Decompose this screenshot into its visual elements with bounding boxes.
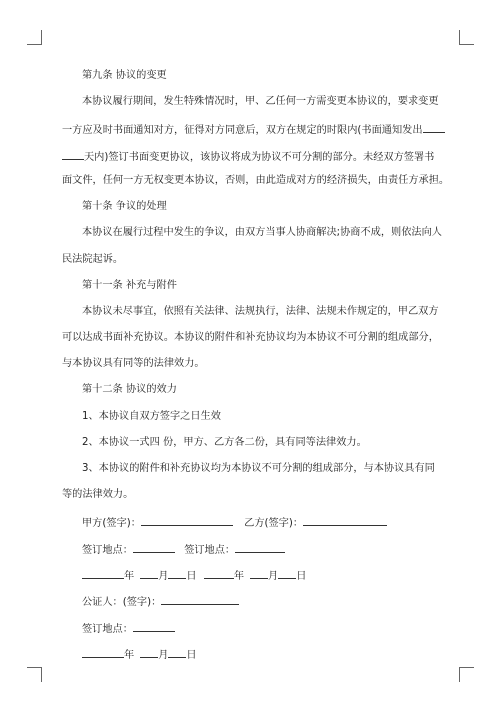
party-b-label: 乙方(签字)： <box>244 518 304 529</box>
signing-place-blank <box>235 541 285 553</box>
party-b-signature-blank <box>303 514 387 526</box>
month-label: 月 <box>158 571 169 582</box>
article-11-text: 本协议未尽事宜，依照有关法律、法规执行，法律、法规未作规定的，甲乙双方 <box>82 306 439 317</box>
signing-place-label: 签订地点： <box>82 545 133 556</box>
day-label: 日 <box>186 571 197 582</box>
notary-place-row <box>82 620 472 637</box>
signing-place-label: 签订地点： <box>82 624 133 635</box>
day-blank <box>168 567 186 579</box>
signing-place-blank <box>133 541 175 553</box>
day-label: 日 <box>186 650 197 661</box>
month-label: 月 <box>158 650 169 661</box>
notary-date-row <box>82 646 472 663</box>
article-10-heading: 第十条 争议的处理 <box>82 201 167 212</box>
article-10-text: 本协议在履行过程中发生的争议，由双方当事人协商解决;协商不成，则依法向人 <box>82 227 442 238</box>
notary-label: 公证人：(签字)： <box>82 597 162 608</box>
article-12-item-3: 3、本协议的附件和补充协议均为本协议不可分割的组成部分，与本协议具有同 <box>82 463 435 474</box>
signing-place-row <box>82 541 472 558</box>
year-blank <box>204 567 234 579</box>
day-blank <box>168 646 186 658</box>
corner-mark-bottom-left <box>27 667 42 682</box>
signing-place-label: 签订地点： <box>184 545 236 556</box>
article-11-text: 可以达成书面补充协议。本协议的附件和补充协议均为本协议不可分割的组成部分， <box>62 332 439 343</box>
notary-signature-blank <box>161 593 239 605</box>
signature-parties-row <box>82 514 472 531</box>
month-blank <box>250 567 268 579</box>
article-12-item-1: 1、本协议自双方签字之日生效 <box>82 411 221 422</box>
day-label: 日 <box>296 571 307 582</box>
blank-underline <box>423 121 445 133</box>
corner-mark-top-left <box>27 30 42 45</box>
corner-mark-top-right <box>459 30 474 45</box>
year-label: 年 <box>124 650 135 661</box>
article-9-text: 面文件，任何一方无权变更本协议，否则，由此造成对方的经济损失，由责任方承担。 <box>62 175 450 186</box>
article-9-text: 天内)签订书面变更协议，该协议将成为协议不可分割的部分。未经双方签署书 <box>62 148 452 165</box>
article-11-text: 与本协议具有同等的法律效力。 <box>62 358 205 369</box>
article-9-heading: 第九条 协议的变更 <box>82 70 167 81</box>
notary-row <box>82 593 472 610</box>
blank-underline <box>62 148 84 160</box>
signing-date-row <box>82 567 472 584</box>
year-blank <box>82 567 124 579</box>
party-a-label: 甲方(签字)： <box>82 518 141 529</box>
day-blank <box>278 567 296 579</box>
signing-place-blank <box>133 620 175 632</box>
month-blank <box>140 567 158 579</box>
year-label: 年 <box>124 571 135 582</box>
year-label: 年 <box>233 571 244 582</box>
article-12-item-2: 2、本协议一式四 份，甲方、乙方各二份，具有同等法律效力。 <box>82 437 367 448</box>
year-blank <box>82 646 124 658</box>
article-11-heading: 第十一条 补充与附件 <box>82 280 177 291</box>
article-9-text: 本协议履行期间，发生特殊情况时，甲、乙任何一方需变更本协议的，要求变更 <box>82 96 439 107</box>
party-a-signature-blank <box>141 514 233 526</box>
article-9-text: 一方应及时书面通知对方，征得对方同意后，双方在规定的时限内(书面通知发出 <box>62 121 452 138</box>
article-12-item-3: 等的法律效力。 <box>62 489 134 500</box>
article-10-text: 民法院起诉。 <box>62 254 124 265</box>
month-blank <box>140 646 158 658</box>
article-12-heading: 第十二条 协议的效力 <box>82 384 177 395</box>
corner-mark-bottom-right <box>459 667 474 682</box>
month-label: 月 <box>268 571 279 582</box>
